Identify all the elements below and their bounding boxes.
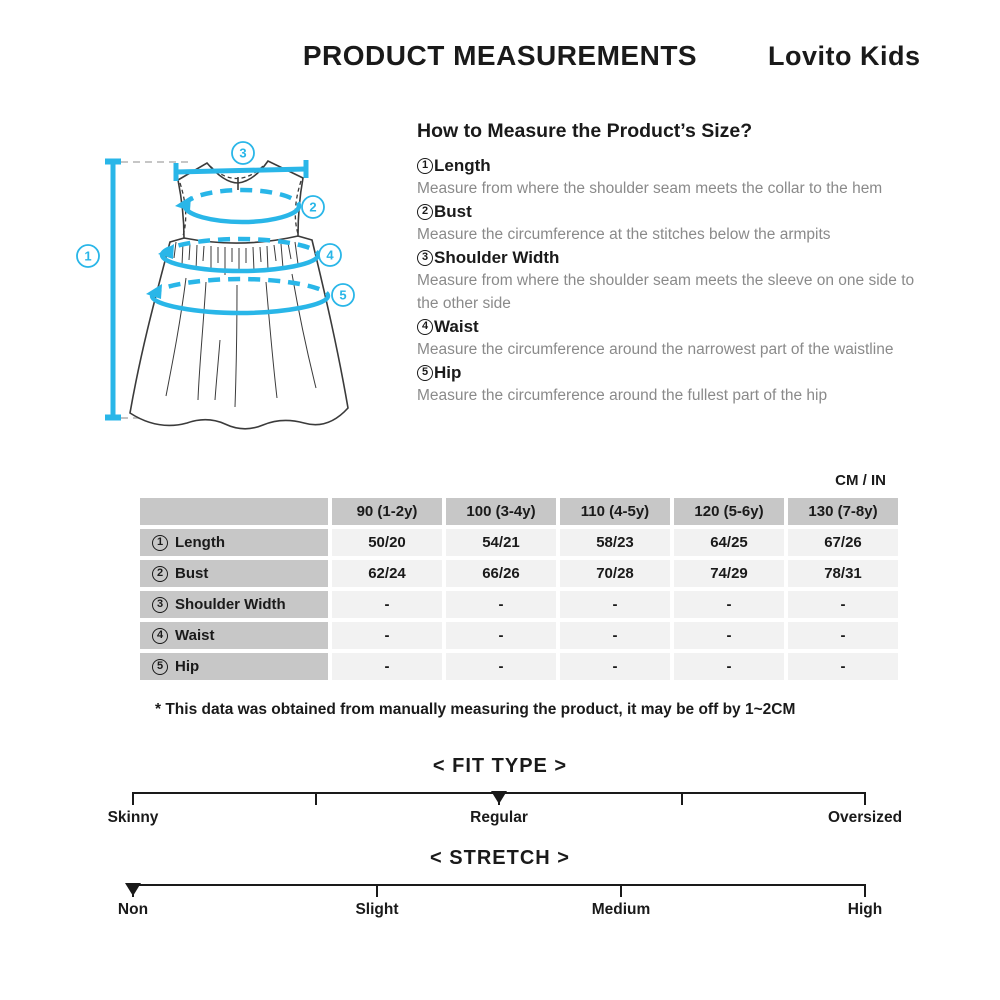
column-header: 110 (4-5y) — [560, 498, 670, 525]
page-title: PRODUCT MEASUREMENTS — [302, 40, 698, 71]
stretch-option-medium: Medium — [591, 901, 651, 918]
diagram-label-hip: 5 — [339, 287, 347, 303]
step-label: Length — [434, 156, 491, 175]
table-cell: - — [788, 653, 898, 680]
unit-label: CM / IN — [835, 472, 886, 489]
row-number: 4 — [152, 628, 168, 644]
stretch-marker-icon — [125, 883, 141, 896]
column-header: 100 (3-4y) — [446, 498, 556, 525]
diagram-label-waist: 4 — [326, 247, 334, 263]
brand-logo: Lovito Kids — [768, 41, 921, 71]
row-label: Length — [175, 534, 225, 551]
row-number: 1 — [152, 535, 168, 551]
table-cell: - — [560, 653, 670, 680]
table-cell: 58/23 — [560, 529, 670, 556]
step-number: 1 — [417, 158, 433, 174]
scale-tick — [864, 792, 866, 805]
fit-type-heading: < FIT TYPE > — [432, 755, 568, 777]
corner-cell — [140, 498, 328, 525]
step-number: 4 — [417, 319, 433, 335]
scale-tick — [864, 884, 866, 897]
table-cell: - — [446, 591, 556, 618]
scale-line — [133, 884, 865, 886]
row-label: Bust — [175, 565, 209, 582]
measure-step-shoulder-width — [417, 246, 927, 269]
row-header-bust — [140, 560, 328, 587]
column-header: 90 (1-2y) — [332, 498, 442, 525]
measure-step-waist — [417, 315, 927, 338]
table-row — [140, 653, 898, 680]
scale-tick — [315, 792, 317, 805]
measure-step-length — [417, 154, 927, 177]
fit-type-scale — [107, 792, 903, 826]
table-row — [140, 529, 898, 556]
table-cell: 78/31 — [788, 560, 898, 587]
fit-option-oversized: Oversized — [827, 809, 903, 826]
row-header-waist — [140, 622, 328, 649]
step-label: Shoulder Width — [434, 248, 560, 267]
table-cell: 70/28 — [560, 560, 670, 587]
step-label: Bust — [434, 202, 472, 221]
fit-type-marker-icon — [491, 791, 507, 804]
table-cell: - — [332, 622, 442, 649]
row-header-shoulder-width — [140, 591, 328, 618]
fit-option-skinny: Skinny — [107, 809, 159, 826]
table-cell: 62/24 — [332, 560, 442, 587]
stretch-option-non: Non — [117, 901, 149, 918]
table-cell: 50/20 — [332, 529, 442, 556]
column-header: 130 (7-8y) — [788, 498, 898, 525]
table-cell: - — [446, 622, 556, 649]
table-cell: 64/25 — [674, 529, 784, 556]
stretch-scale — [117, 884, 883, 918]
table-cell: 66/26 — [446, 560, 556, 587]
step-label: Hip — [434, 363, 462, 382]
scale-tick — [132, 792, 134, 805]
stretch-option-slight: Slight — [355, 901, 399, 918]
how-to-section — [417, 120, 927, 407]
measure-step-hip — [417, 361, 927, 384]
table-cell: - — [788, 622, 898, 649]
table-cell: 54/21 — [446, 529, 556, 556]
size-table — [136, 494, 902, 684]
step-number: 2 — [417, 204, 433, 220]
row-number: 3 — [152, 597, 168, 613]
table-cell: - — [560, 622, 670, 649]
table-header-row — [140, 498, 898, 525]
table-row — [140, 591, 898, 618]
measure-step-bust — [417, 200, 927, 223]
fit-option-regular: Regular — [470, 809, 528, 826]
how-to-heading: How to Measure the Product’s Size? — [417, 120, 753, 142]
row-number: 2 — [152, 566, 168, 582]
table-cell: - — [332, 653, 442, 680]
step-number: 5 — [417, 365, 433, 381]
table-cell: 74/29 — [674, 560, 784, 587]
table-cell: - — [674, 622, 784, 649]
row-header-hip — [140, 653, 328, 680]
stretch-heading: < STRETCH > — [430, 847, 570, 869]
diagram-label-bust: 2 — [309, 199, 317, 215]
row-label: Hip — [175, 658, 200, 675]
table-row — [140, 560, 898, 587]
dress-illustration — [66, 130, 406, 465]
scale-tick — [620, 884, 622, 897]
table-cell: 67/26 — [788, 529, 898, 556]
table-cell: - — [788, 591, 898, 618]
measurement-disclaimer: * This data was obtained from manually measuring the product, it may be off by 1~2CM — [155, 701, 796, 718]
stretch-option-high: High — [847, 901, 883, 918]
row-label: Waist — [175, 627, 215, 644]
diagram-label-shoulder: 3 — [239, 145, 247, 161]
step-description: Measure from where the shoulder seam meets the sleeve on one side to the other side — [417, 272, 915, 312]
step-description: Measure the circumference around the narrowest part of the waistline — [417, 341, 894, 358]
table-cell: - — [674, 653, 784, 680]
row-header-length — [140, 529, 328, 556]
step-number: 3 — [417, 250, 433, 266]
step-description: Measure the circumference at the stitches below the armpits — [417, 226, 831, 243]
row-label: Shoulder Width — [175, 596, 286, 613]
row-number: 5 — [152, 659, 168, 675]
step-label: Waist — [434, 317, 479, 336]
table-cell: - — [560, 591, 670, 618]
table-cell: - — [674, 591, 784, 618]
step-description: Measure from where the shoulder seam meets the collar to the hem — [417, 180, 883, 197]
column-header: 120 (5-6y) — [674, 498, 784, 525]
diagram-label-length: 1 — [84, 248, 92, 264]
scale-tick — [376, 884, 378, 897]
step-description: Measure the circumference around the fullest part of the hip — [417, 387, 828, 404]
table-row — [140, 622, 898, 649]
table-cell: - — [332, 591, 442, 618]
scale-tick — [681, 792, 683, 805]
table-cell: - — [446, 653, 556, 680]
